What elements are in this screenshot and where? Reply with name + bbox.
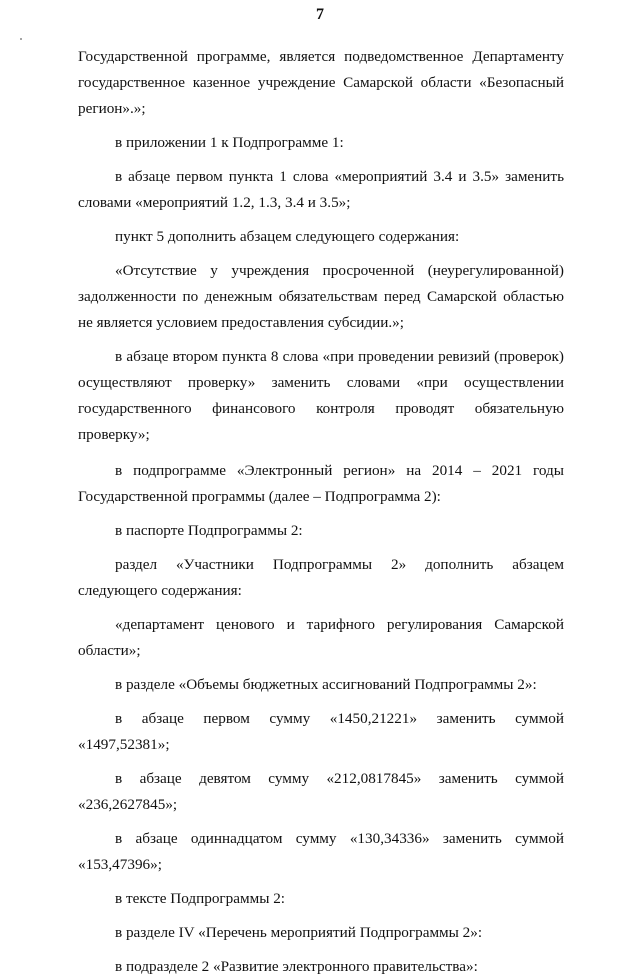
paragraph-quote-subsidy: «Отсутствие у учреждения просроченной (неурегулированной) задолженности по денежным обязательствам перед Самарской областью не является условием предоставления субсидии.»; [78,262,564,331]
paragraph-item-1: в абзаце первом пункта 1 слова «мероприятий 3.4 и 3.5» заменить словами «мероприятий 1.2, 1.3, 3.4 и 3.5»; [78,168,564,211]
paragraph-subprogram-2: в подпрограмме «Электронный регион» на 2014 – 2021 годы Государственной программы (далее – Подпрограмма 2): [78,462,564,505]
paragraph-department-quote: «департамент ценового и тарифного регулирования Самарской области»; [78,616,564,659]
scan-artifact [20,38,22,40]
paragraph-section-iv: в разделе IV «Перечень мероприятий Подпрограммы 2»: [115,924,483,941]
paragraph-first-sum: в абзаце первом сумму «1450,21221» заменить суммой «1497,52381»; [78,710,564,753]
paragraph-passport: в паспорте Подпрограммы 2: [115,522,303,539]
page-number: 7 [316,6,324,23]
paragraph-text-subprogram: в тексте Подпрограммы 2: [115,890,286,907]
paragraph-budget-section: в разделе «Объемы бюджетных ассигнований Подпрограммы 2»: [115,676,537,693]
paragraph-appendix-1: в приложении 1 к Подпрограмме 1: [115,134,344,151]
paragraph-item-5: пункт 5 дополнить абзацем следующего содержания: [115,228,460,245]
paragraph-subsection-2: в подразделе 2 «Развитие электронного правительства»: [115,958,478,975]
paragraph-ninth-sum: в абзаце девятом сумму «212,0817845» заменить суммой «236,2627845»; [78,770,564,813]
paragraph-item-8: в абзаце втором пункта 8 слова «при проведении ревизий (проверок) осуществляют проверку» заменить словами «при осуществлении государственного финансового контроля проводят обязательную проверку»; [78,348,564,443]
paragraph-participants: раздел «Участники Подпрограммы 2» дополнить абзацем следующего содержания: [78,556,564,599]
paragraph-eleventh-sum: в абзаце одиннадцатом сумму «130,34336» заменить суммой «153,47396»; [78,830,564,873]
document-body [78,44,564,980]
paragraph-continuation: Государственной программе, является подведомственное Департаменту государственное казенное учреждение Самарской области «Безопасный регион».»; [78,48,564,117]
